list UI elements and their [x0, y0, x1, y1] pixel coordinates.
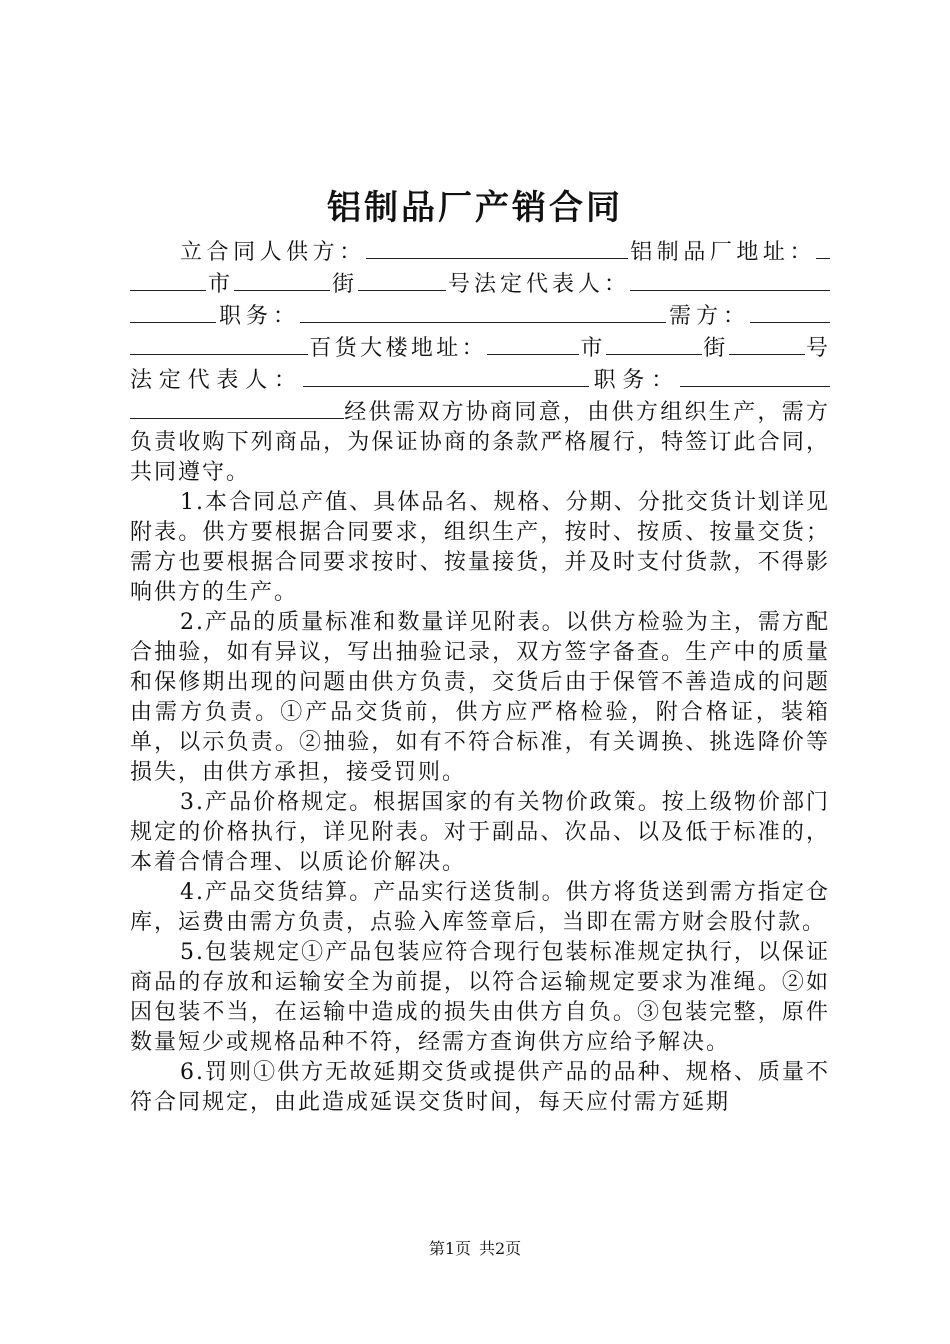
clause-6: 6.罚则①供方无故延期交货或提供产品的品种、规格、质量不符合同规定，由此造成延误交货时间，每天应付需方延期 [130, 1060, 830, 1115]
store-address-blank [487, 332, 579, 355]
store-street-label: 街 [701, 336, 729, 361]
store-rep-blank [303, 364, 589, 387]
supplier-label: 立合同人供方： [180, 240, 366, 265]
clause-1: 1.本合同总产值、具体品名、规格、分期、分批交货计划详见附表。供方要根据合同要求，组织生产，按时、按质、按量交货；需方也要根据合同要求按时、按量接货，并及时支付货款，不得影响供方的生产。 [130, 490, 830, 605]
clause-4: 4.产品交货结算。产品实行送货制。供方将货送到需方指定仓库，运费由需方负责，点验入库签章后，当即在需方财会股付款。 [130, 880, 830, 935]
factory-street-blank [234, 268, 330, 291]
store-position-blank [680, 364, 830, 387]
clause-2: 2.产品的质量标准和数量详见附表。以供方检验为主，需方配合抽验，如有异议，写出抽验记录，双方签字备查。生产中的质量和保修期出现的问题由供方负责，交货后由于保管不善造成的问题由需方负责。①产品交货前，供方应严格检验，附合格证，装箱单，以示负责。②抽验，如有不符合标准，有关调换、挑选降价等损失，由供方承担，接受罚则。 [130, 610, 830, 785]
demander-name-blank [750, 300, 830, 323]
factory-city-blank [130, 268, 206, 291]
factory-street-label: 街 [330, 272, 358, 297]
page-footer [0, 1238, 950, 1260]
demander-name-blank-2 [130, 332, 308, 355]
intro-text: 经供需双方协商同意，由供方组织生产，需方负责收购下列商品，为保证协商的条款严格履行，特签订此合同，共同遵守。 [130, 400, 830, 485]
factory-rep-blank [630, 268, 830, 291]
factory-address-label: 铝制品厂地址： [627, 240, 816, 265]
document-title: 铝制品厂产销合同 [327, 188, 623, 228]
factory-rep-label: 号法定代表人： [446, 272, 630, 297]
store-address-label: 百货大楼地址： [308, 336, 488, 361]
document-body [130, 236, 830, 1118]
factory-position-blank [300, 300, 666, 323]
store-city-label: 市 [579, 336, 606, 361]
clause-5: 5.包装规定①产品包装应符合现行包装标准规定执行，以保证商品的存放和运输安全为前提，以符合运输规定要求为准绳。②如因包装不当，在运输中造成的损失由供方自负。③包装完整，原件数量短少或规格品种不符，经需方查询供方应给予解决。 [130, 940, 830, 1055]
factory-city-label: 市 [206, 272, 234, 297]
demander-label: 需方： [666, 304, 750, 329]
supplier-name-blank [366, 236, 628, 259]
factory-address-blank [816, 236, 830, 259]
factory-number-blank [358, 268, 446, 291]
factory-rep-blank-2 [130, 300, 216, 323]
store-rep-label: 号法定代表人： [130, 336, 830, 393]
page-current: 第1页 [428, 1239, 471, 1258]
clause-3: 3.产品价格规定。根据国家的有关物价政策。按上级物价部门规定的价格执行，详见附表。对于副品、次品、以及低于标准的，本着合情合理、以质论价解决。 [130, 790, 830, 875]
store-number-blank [729, 332, 805, 355]
store-position-blank-2 [130, 396, 344, 419]
factory-position-label: 职务： [216, 304, 300, 329]
store-position-label: 职务： [588, 368, 680, 393]
store-street-blank [606, 332, 702, 355]
preamble [130, 236, 830, 488]
page-total: 共2页 [479, 1239, 522, 1258]
